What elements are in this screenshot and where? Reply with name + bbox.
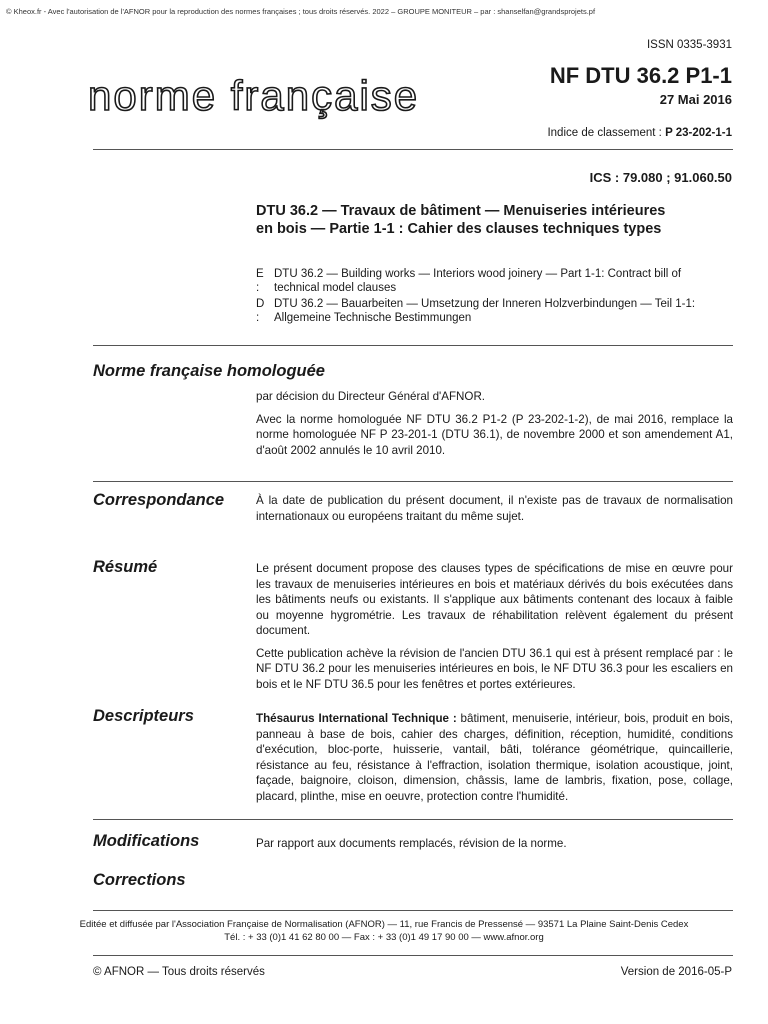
section-body-resume [256,561,733,699]
issn-number: ISSN 0335-3931 [646,39,732,51]
classification-index-label: Indice de classement : [547,127,662,139]
divider [93,955,733,956]
rights-notice: © AFNOR — Tous droits réservés [93,966,265,978]
section-heading-modifications: Modifications [93,832,200,850]
document-title-line-1: DTU 36.2 — Travaux de bâtiment — Menuiseries intérieures [256,203,666,219]
standard-number: NF DTU 36.2 P1-1 [549,63,732,88]
section-heading-corrections: Corrections [93,871,186,889]
divider [93,149,733,150]
section-heading-homologuee: Norme française homologuée [93,362,325,380]
divider [93,481,733,482]
descriptors-lead: Thésaurus International Technique : [256,712,457,725]
section-body-correspondance [256,493,733,531]
section-body-descripteurs [256,711,733,811]
publisher-contact: Tél. : + 33 (0)1 41 62 80 00 — Fax : + 33 (0)1 49 17 90 00 — www.afnor.org [224,931,544,943]
publisher-address: Editée et diffusée par l'Association Française de Normalisation (AFNOR) — 11, rue Francis de Pressensé — 93571 La Plaine Saint-Denis Cedex [79,919,689,930]
copyright-notice: © Kheox.fr - Avec l'autorisation de l'AFNOR pour la reproduction des normes françaises ; tous droits réservés. 2022 – GROUPE MONITEUR – par : shanselfan@grandsprojets.pf [6,7,596,16]
publication-date: 27 Mai 2016 [659,92,732,107]
divider [93,910,733,911]
translation-german [256,297,726,325]
translation-text: DTU 36.2 — Bauarbeiten — Umsetzung der Inneren Holzverbindungen — Teil 1-1: Allgemeine Technische Bestimmungen [274,298,696,324]
norme-francaise-title: norme française [88,72,420,119]
divider [93,345,733,346]
paragraph: Par rapport aux documents remplacés, révision de la norme. [256,837,567,850]
paragraph: À la date de publication du présent document, il n'existe pas de travaux de normalisation internationaux ou européens traitant du même sujet. [256,494,733,523]
paragraph: par décision du Directeur Général d'AFNOR. [256,390,486,403]
paragraph: Cette publication achève la révision de l'ancien DTU 36.1 qui est à présent remplacé par : le NF DTU 36.2 pour les menuiseries intérieures en bois, le NF DTU 36.3 pour les escaliers en bois et le NF DTU 36.5 pour les fenêtres et portes extérieures. [256,646,733,691]
ics-codes: ICS : 79.080 ; 91.060.50 [589,170,732,185]
document-title [256,202,736,238]
paragraph: Avec la norme homologuée NF DTU 36.2 P1-2 (P 23-202-1-2), de mai 2016, remplace la norme homologuée NF P 23-201-1 (DTU 36.1), de novembre 2000 et son amendement A1, d'août 2002 annulés le 10 avril 2010. [256,412,733,457]
paragraph: Le présent document propose des clauses types de spécifications de mise en œuvre pour les travaux de menuiseries intérieures en bois et matériaux dérivés du bois exécutées dans les bâtiments neufs ou existants. Il s'applique aux bâtiments contenant des locaux à faible ou moyenne hygrométrie. Les travaux de réhabilitation relèvent également du présent document. [256,562,733,637]
translation-english [256,267,726,295]
section-body-homologuee [256,389,733,465]
section-heading-descripteurs: Descripteurs [93,707,194,725]
translation-lang: E : [256,268,264,294]
translation-text: DTU 36.2 — Building works — Interiors wood joinery — Part 1-1: Contract bill of technical model clauses [274,268,682,294]
divider [93,819,733,820]
descriptors-list: bâtiment, menuiserie, intérieur, bois, produit en bois, panneau à base de bois, cahier des charges, définition, réception, humidité, conditions d'exécution, bloc-porte, huisserie, vantail, bâti, tolérance géométrique, quincaillerie, résistance au feu, résistance à l'effraction, isolation thermique, isolation acoustique, joint, façade, baignoire, cloison, dimension, châssis, lame de lambris, fixation, pose, collage, placard, plinthe, mise en oeuvre, protection contre l'humidité. [256,712,733,803]
document-title-line-2: en bois — Partie 1-1 : Cahier des clauses techniques types [256,221,662,237]
title-translations [256,267,726,325]
translation-lang: D : [256,298,265,324]
section-body-modifications [256,836,733,859]
classification-index [547,127,732,139]
classification-index-value: P 23-202-1-1 [665,127,732,139]
section-heading-resume: Résumé [93,558,158,576]
publisher-info [0,919,768,944]
section-heading-correspondance: Correspondance [93,491,225,509]
version-label: Version de 2016-05-P [620,966,732,978]
